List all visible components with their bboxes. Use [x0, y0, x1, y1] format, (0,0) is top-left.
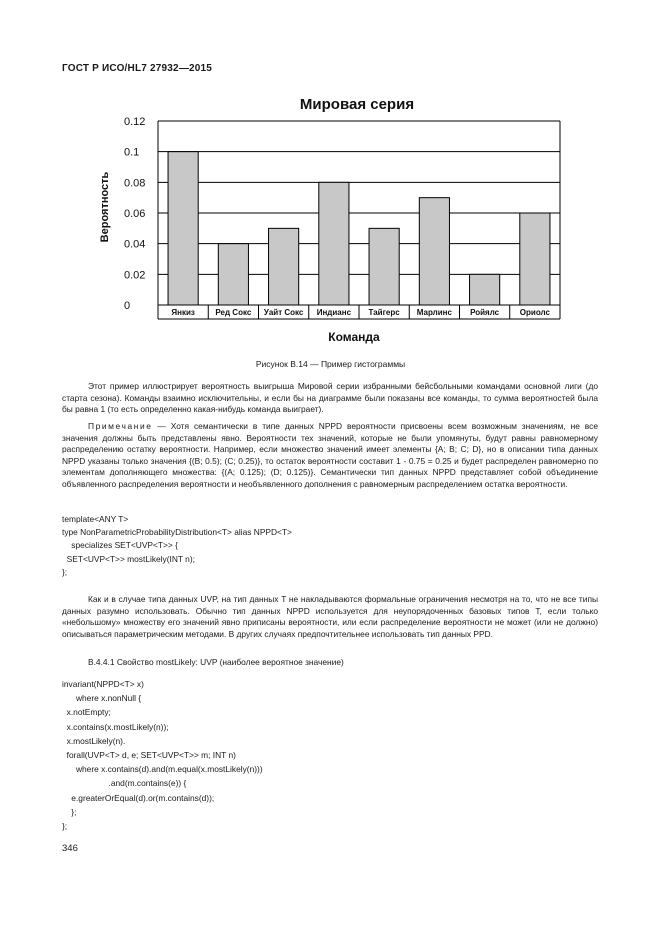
note-paragraph [62, 421, 598, 491]
code-line: x.mostLikely(n). [62, 735, 126, 746]
y-tick-label: 0 [124, 300, 131, 312]
category-label: Индианс [316, 308, 352, 317]
note-label: Примечание [88, 421, 153, 431]
y-tick-label: 0.02 [124, 269, 146, 282]
code-line: x.notEmpty; [62, 707, 111, 718]
code-line: }; [62, 566, 68, 577]
bar-6 [419, 198, 449, 305]
code-line: e.greaterOrEqual(d).or(m.contains(d)); [62, 792, 215, 803]
note-text: — Хотя семантически в типе данных NPPD вероятности присвоены всем возможным значениям, не все значения должны быть представлены явно. Вероятности тех значений, которые не были упомянуты, будут равны равномерному распределению остатку вероятности. Например, если множество значений имеет элементы {A; B; C; D}, но в описании типа данных NPPD указаны только значения {(B; 0.5); (C; 0.25)}, то остаток вероятности составит 1 - 0.75 = 0.25 и будет распределен равномерно по элементам дополняющего множества: {(A; 0.125); (D; 0.125)}. Семантически тип данных NPPD представляет собой объединение объявленного распределения вероятности и необъявленного дополнения с равномерным распределением остатка вероятности. [62, 421, 598, 489]
category-label: Марлинс [416, 308, 452, 317]
code-line: specializes SET<UVP<T>> { [62, 540, 178, 551]
code-line: type NonParametricProbabilityDistribution<T> alias NPPD<T> [62, 527, 292, 538]
code-line: invariant(NPPD<T> x) [62, 679, 144, 689]
bar-3 [269, 228, 299, 305]
code-line: forall(UVP<T> d, e; SET<UVP<T>> m; INT n) [62, 750, 236, 761]
figure-caption: Рисунок В.14 — Пример гистограммы [255, 359, 406, 369]
code-line: where x.nonNull { [62, 693, 142, 704]
standard-header: ГОСТ Р ИСО/HL7 27932—2015 [62, 63, 213, 74]
bar-chart [0, 0, 661, 360]
y-tick-label: 0.1 [124, 146, 140, 159]
chart-category-labels [158, 305, 560, 319]
section-heading: В.4.4.1 Свойство mostLikely: UVP (наиболее вероятное значение) [88, 657, 344, 667]
bar-7 [470, 274, 500, 305]
bar-8 [520, 213, 550, 305]
bar-2 [218, 244, 248, 305]
code-line: }; [62, 821, 68, 832]
code-line: }; [62, 806, 77, 817]
chart-xlabel: Команда [328, 330, 380, 344]
y-tick-label: 0.06 [124, 208, 146, 220]
paragraph-uvp: Как и в случае типа данных UVP, на тип данных T не накладываются формальные ограничения несмотря на то, что не все типы данных разумно использовать. Обычно тип данных NPPD используется для неупорядоченных базовых типов T, если только «небольшому» множеству его значений явно приписаны вероятности, или если распределение вероятности не может (или не должно) описываться параметрическим методами. В других случаях предпочтительнее использовать тип данных PPD. [62, 594, 598, 639]
code-block-type-definition [62, 513, 292, 579]
chart-yticks [124, 116, 145, 312]
code-line: SET<UVP<T>> mostLikely(INT n); [62, 553, 195, 564]
page-number: 346 [62, 843, 78, 854]
category-label: Ориолс [519, 308, 550, 317]
code-line: template<ANY T> [62, 514, 129, 524]
chart-ylabel: Вероятность [99, 171, 111, 243]
chart-bars [168, 152, 550, 305]
category-label: Ройялс [470, 308, 500, 317]
category-label: Уайт Сокс [263, 308, 304, 317]
code-line: .and(m.contains(e)) { [62, 778, 187, 789]
paragraph-intro: Этот пример иллюстрирует вероятность выигрыша Мировой серии избранными бейсбольными командами основной лиги (до старта сезона). Команды взаимно исключительны, и если бы на диаграмме были показаны все команды, то сумма вероятностей была бы равна 1 (то есть определенно какая-нибудь команда выиграет). [62, 381, 598, 415]
category-label: Тайгерс [368, 308, 400, 317]
code-line: x.contains(x.mostLikely(n)); [62, 721, 169, 732]
y-tick-label: 0.12 [124, 116, 146, 128]
y-tick-label: 0.04 [124, 238, 146, 251]
bar-1 [168, 152, 198, 305]
code-block-invariant [62, 677, 263, 833]
chart-title: Мировая серия [299, 96, 415, 113]
y-tick-label: 0.08 [124, 177, 146, 190]
bar-5 [369, 228, 399, 305]
category-label: Янкиз [171, 308, 195, 317]
bar-4 [319, 182, 349, 305]
category-label: Ред Сокс [215, 308, 252, 317]
code-line: where x.contains(d).and(m.equal(x.mostLikely(n))) [62, 764, 263, 775]
